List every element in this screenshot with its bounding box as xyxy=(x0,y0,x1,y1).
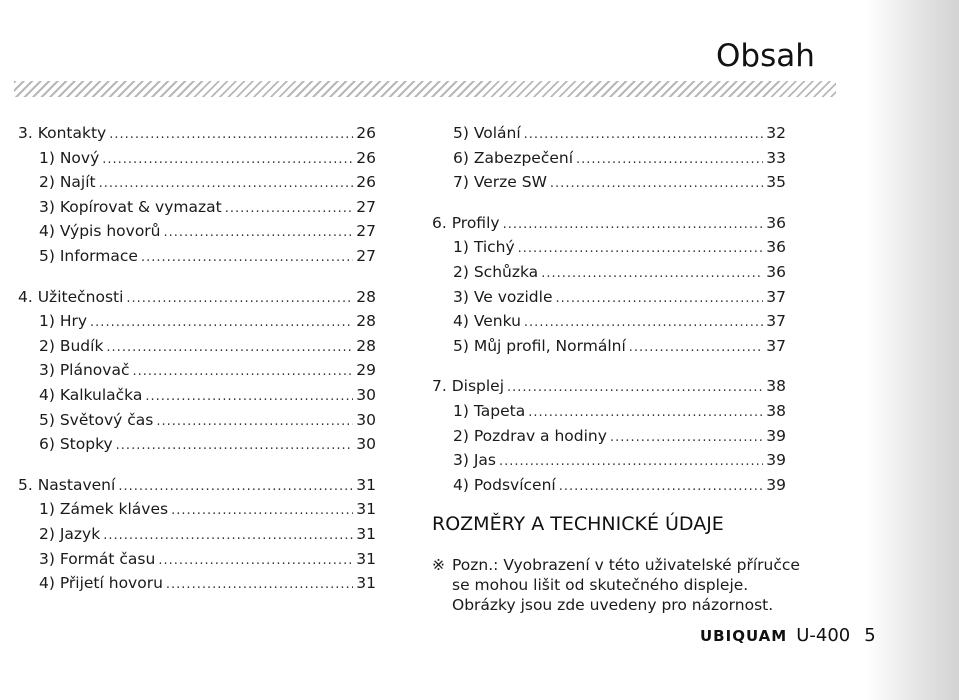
page-title: Obsah xyxy=(716,38,815,74)
toc-entry-volani[interactable]: 5) Volání ..... 32 xyxy=(432,124,786,149)
note-block xyxy=(432,555,800,615)
toc-entry-vypis-hovoru[interactable]: 4) Výpis hovorů ..... 27 xyxy=(18,222,376,247)
toc-entry-zabezpeceni[interactable]: 6) Zabezpečení ..... 33 xyxy=(432,149,786,174)
toc-entry-verze-sw[interactable]: 7) Verze SW ..... 35 xyxy=(432,173,786,198)
toc-column-right xyxy=(432,124,786,500)
toc-entry-schuzka[interactable]: 2) Schůzka ..... 36 xyxy=(432,263,786,288)
toc-entry-nastaveni[interactable]: 5. Nastavení ..... 31 xyxy=(18,476,376,501)
toc-entry-kontakty[interactable]: 3. Kontakty ..... 26 xyxy=(18,124,376,149)
toc-entry-jas[interactable]: 3) Jas ..... 39 xyxy=(432,451,786,476)
brand-logo: UBIQUAM xyxy=(700,627,788,645)
toc-entry-profily[interactable]: 6. Profily ..... 36 xyxy=(432,214,786,239)
toc-entry-kopirovat[interactable]: 3) Kopírovat & vymazat ..... 27 xyxy=(18,198,376,223)
toc-entry-pozdrav-a-hodiny[interactable]: 2) Pozdrav a hodiny ..... 39 xyxy=(432,427,786,452)
toc-entry-uzitecnosti[interactable]: 4. Užitečnosti ..... 28 xyxy=(18,288,376,313)
toc-entry-kalkulacka[interactable]: 4) Kalkulačka ..... 30 xyxy=(18,386,376,411)
toc-entry-format-casu[interactable]: 3) Formát času ..... 31 xyxy=(18,550,376,575)
toc-entry-svetovy-cas[interactable]: 5) Světový čas ..... 30 xyxy=(18,411,376,436)
note-line-2: se mohou lišit od skutečného displeje. xyxy=(452,576,749,594)
toc-entry-tapeta[interactable]: 1) Tapeta ..... 38 xyxy=(432,402,786,427)
toc-entry-planovac[interactable]: 3) Plánovač ..... 29 xyxy=(18,361,376,386)
toc-entry-najit[interactable]: 2) Najít ..... 26 xyxy=(18,173,376,198)
toc-entry-budik[interactable]: 2) Budík ..... 28 xyxy=(18,337,376,362)
page-footer xyxy=(700,625,876,646)
model-name: U-400 xyxy=(796,625,851,646)
toc-entry-zamek-klaves[interactable]: 1) Zámek kláves ..... 31 xyxy=(18,500,376,525)
toc-entry-podsviceni[interactable]: 4) Podsvícení ..... 39 xyxy=(432,476,786,501)
toc-entry-prijeti-hovoru[interactable]: 4) Přijetí hovoru ..... 31 xyxy=(18,574,376,599)
page-number: 5 xyxy=(864,625,876,646)
toc-column-left xyxy=(18,124,376,599)
toc-entry-tichy[interactable]: 1) Tichý ..... 36 xyxy=(432,238,786,263)
dimensions-heading[interactable]: ROZMĚRY A TECHNICKÉ ÚDAJE xyxy=(432,513,724,535)
reference-mark-icon: ※ xyxy=(432,556,445,574)
page-edge-gradient xyxy=(865,0,959,700)
toc-entry-novy[interactable]: 1) Nový ..... 26 xyxy=(18,149,376,174)
toc-entry-informace[interactable]: 5) Informace ..... 27 xyxy=(18,247,376,272)
toc-entry-hry[interactable]: 1) Hry ..... 28 xyxy=(18,312,376,337)
toc-entry-displej[interactable]: 7. Displej ..... 38 xyxy=(432,377,786,402)
toc-entry-stopky[interactable]: 6) Stopky ..... 30 xyxy=(18,435,376,460)
toc-entry-jazyk[interactable]: 2) Jazyk ..... 31 xyxy=(18,525,376,550)
note-line-1: ※ Pozn.: Vyobrazení v této uživatelské příručce xyxy=(432,556,800,574)
title-hatch-rule xyxy=(14,81,836,97)
toc-entry-ve-vozidle[interactable]: 3) Ve vozidle ..... 37 xyxy=(432,288,786,313)
toc-entry-venku[interactable]: 4) Venku ..... 37 xyxy=(432,312,786,337)
toc-entry-muj-profil[interactable]: 5) Můj profil, Normální ..... 37 xyxy=(432,337,786,362)
note-line-3: Obrázky jsou zde uvedeny pro názornost. xyxy=(452,596,774,614)
